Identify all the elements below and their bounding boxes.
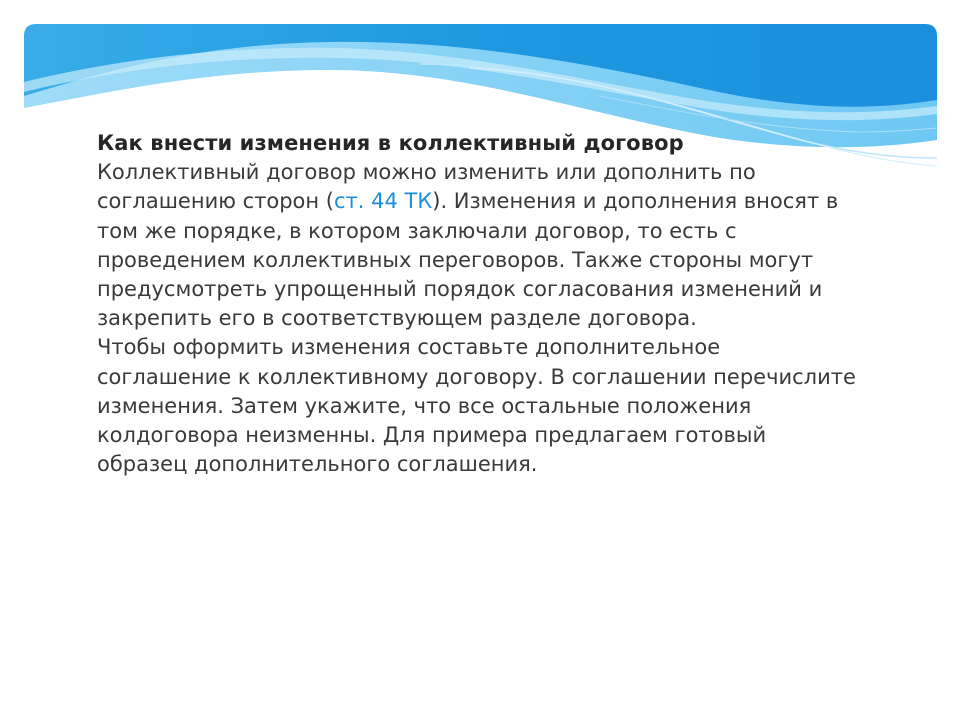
slide-content [97, 129, 857, 479]
paragraph-1-text-after-link: ). Изменения и дополнения вносят в том же порядке, в котором заключали договор, то есть с проведением коллективных переговоров. Также стороны могут предусмотреть упрощенный порядок согласования изменений и закрепить его в соответствующем разделе договора. [97, 189, 839, 331]
paragraph-1 [97, 158, 857, 333]
article-44-link[interactable]: ст. 44 ТК [334, 189, 433, 214]
paragraph-2: Чтобы оформить изменения составьте дополнительное соглашение к коллективному договору. В соглашении перечислите изменения. Затем укажите, что все остальные положения колдоговора неизменны. Для примера предлагаем готовый образец дополнительного соглашения. [97, 335, 856, 477]
slide-heading: Как внести изменения в коллективный договор [97, 131, 684, 155]
paragraph-1-text-before-link: Коллективный договор можно изменить или дополнить по соглашению сторон ( [97, 160, 756, 214]
